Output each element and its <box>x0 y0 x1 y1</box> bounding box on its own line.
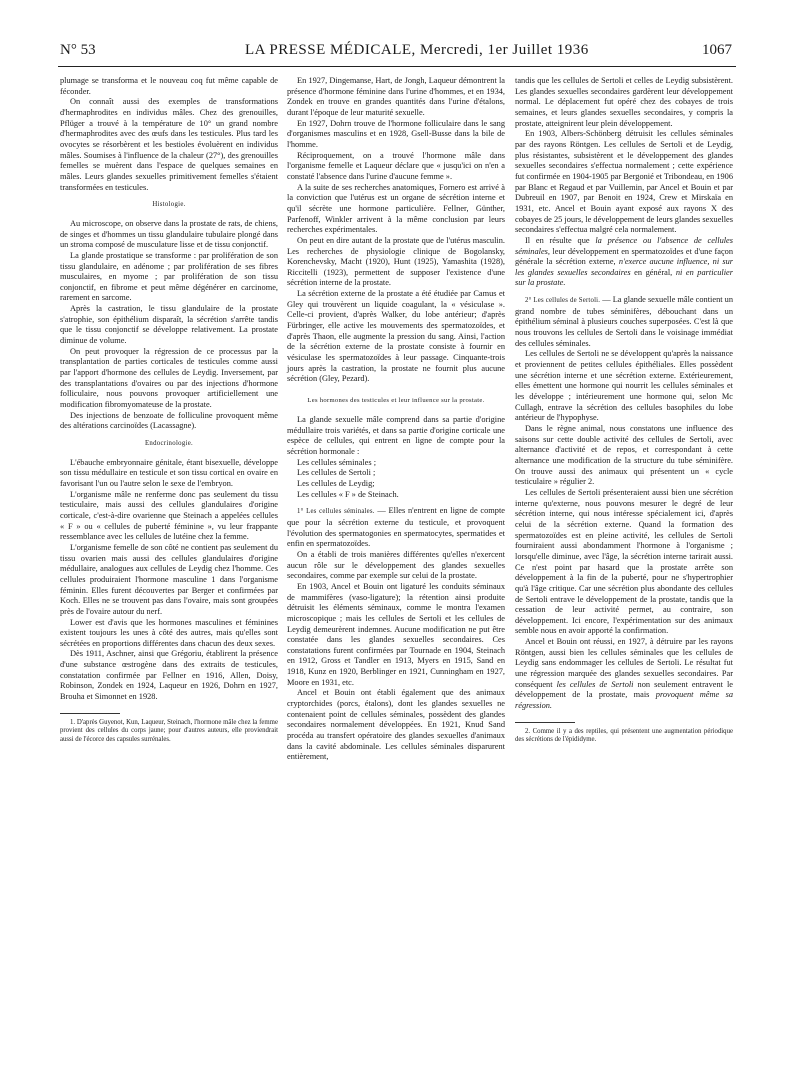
run-in-heading: 1° Les cellules séminales. <box>297 508 375 516</box>
issue-number: N° 53 <box>60 42 96 58</box>
paragraph: On peut en dire autant de la prostate que de l'utérus masculin. Les recherches de physiologie clinique de Bogolanskу, Korenchevsky, Macht (1920), Hunt (1925), Yamashita (1928), Riccitelli (1923), permettent de supposer l'existence d'une sécrétion interne de la prostate. <box>287 235 505 288</box>
list-item: Les cellules séminales ; <box>297 457 377 467</box>
text-run: Il en résulte que <box>525 235 596 245</box>
list-item: Les cellules de Leydig; <box>297 478 375 488</box>
paragraph: Réciproquement, on a trouvé l'hormone mâle dans l'organisme femelle et Laqueur déclare que « jusqu'ici on n'en a constaté l'absence dans l'urine d'aucune femme ». <box>287 150 505 181</box>
paragraph: L'organisme femelle de son côté ne contient pas seulement du tissu ovarien mais aussi des cellules glandulaires d'origine médullaire, analogues aux cellules de Leydig chez l'homme. Ces cellules produiraient l'hormone masculine 1 dans l'organisme féminin. Elles furent découvertes par Berger et confirmées par Koch. Elles ne se trouvent pas dans l'ovaire, mais sont groupées près de l'ovaire autour du nerf. <box>60 542 278 616</box>
page-header <box>60 42 732 64</box>
footnote: 1. D'après Guyenot, Kun, Laqueur, Steinach, l'hormone mâle chez la femme provient des cellules du corps jaune; pour d'autres auteurs, elle proviendrait aussi de l'écorce des capsules surrénales. <box>60 718 278 743</box>
paragraph: En 1903, Ancel et Bouin ont ligaturé les conduits séminaux de mammifères (vaso-ligature); la rétention ainsi produite détruisit les éléments séminaux, comme le montra l'examen microscopique ; mais les cellules de Sertoli et les cellules de Leydig demeurèrent indemnes. Aucune modification ne put être constatée dans les glandes sexuelles secondaires. Ces constatations furent confirmées par Tournade en 1904, Steinach en 1912, Gross et Tandler en 1913, Myers en 1915, Sand en 1918, Kunz en 1920, Berblinger en 1921, Cunningham en 1927, Moore en 1931, etc. <box>287 581 505 687</box>
paragraph: Au microscope, on observe dans la prostate de rats, de chiens, de singes et d'hommes un tissu glandulaire tubulaire plongé dans un stroma composé de musculature lisse et de tissu conjonctif. <box>60 218 278 250</box>
text-run: Ancel et Bouin ont réussi, en 1927, à détruire par les rayons Röntgen, aussi bien les cellules séminales que les cellules de Leydig sans endommager les cellules de Sertoli. Le résultat fut une régression marquée des glandes sexuelles secondaires. Par conséquent <box>515 637 733 689</box>
paragraph: La glande prostatique se transforme : par prolifération de son tissu glandulaire, en adénome ; par prolifération de ses fibres musculaires, en myome ; par prolifération de son tissu conjonctif, en fibrome et peut même dégénérer en carcinome, rarement en sarcome. <box>60 250 278 303</box>
text-run: non seulement entravent le développement de la prostate, mais <box>515 679 734 700</box>
column-1 <box>60 76 278 1076</box>
italic-run: les cellules de Sertoli <box>556 679 634 689</box>
paragraph: L'ébauche embryonnaire génitale, étant bisexuelle, développe son tissu médullaire en testicule et son tissu cortical en ovaire en favorisant l'un ou l'autre selon le sexe de l'embryon. <box>60 457 278 488</box>
paragraph <box>515 295 733 349</box>
column-3 <box>515 76 733 745</box>
paragraph <box>515 236 733 289</box>
paragraph-text: — Elles n'entrent en ligne de compte que pour la sécrétion externe du testicule, et provoquent l'évolution des spermatogonies en spermatocytes, spermatides et enfin en spermatozoïdes. <box>287 506 505 549</box>
paragraph: En 1927, Dingemanse, Hart, de Jongh, Laqueur démontrent la présence d'hormone féminine dans l'urine d'hommes, et en 1934, Zondek en trouve en grandes quantités dans l'urine d'étalons, durant l'époque de leur maturité sexuelle. <box>287 76 505 117</box>
paragraph: Lower est d'avis que les hormones masculines et féminines existent toujours les unes à côté des autres, mais qu'elles sont sécrétées en proportions différentes dans chacun des deux sexes. <box>60 617 278 648</box>
paragraph: Après la castration, le tissu glandulaire de la prostate s'atrophie, son épithélium disparaît, la sécrétion s'arrête tandis que le tissu conjonctif se développe relativement. La prostate diminue de volume. <box>60 304 278 346</box>
paragraph: Ancel et Bouin ont établi également que des animaux cryptorchides (porcs, étalons), dont les glandes sexuelles ne contenaient point de cellules séminales, possèdent des glandes secondaires normalement développées. En 1921, Knud Sand procéda au transfert opératoire des glandes sexuelles d'animaux dans la cavité abdominale. Les cellules séminales disparurent entièrement, <box>287 688 505 762</box>
paragraph: On connaît aussi des exemples de transformations d'hermaphrodites en individus mâles. Chez des grenouilles, Pflüger a trouvé à la température de 10° un grand nombre d'hermaphrodites avec des œufs dans les testicules. Plus tard les ovocytes se résorbèrent et les bestioles évoluèrent en individus mâles. Soumises à l'influence de la chaleur (27°), des grenouilles femelles se muèrent dans l'espace de quelques semaines en mâles. Leurs glandes sexuelles primitivement femelles s'étaient transformées en testicules. <box>60 97 278 192</box>
paragraph: La glande sexuelle mâle comprend dans sa partie d'origine médullaire trois variétés, et dans sa partie d'origine corticale une espèce de cellules, qui entrent en ligne de compte pour la sécrétion hormonale : <box>287 415 505 456</box>
list-item: Les cellules de Sertoli ; <box>297 468 376 478</box>
paragraph-text: — La glande sexuelle mâle contient un grand nombre de tubes séminifères, débouchant dans un épithélium séminal à plusieurs couches superposées. C'est là que nous trouvons les cellules de Sertoli dans le voisinage immédiat des cellules séminales. <box>515 295 734 348</box>
paragraph <box>515 637 733 712</box>
page-number: 1067 <box>702 42 732 58</box>
column-2 <box>287 76 505 763</box>
paragraph: En 1927, Dohrn trouve de l'hormone folliculaire dans le sang d'organismes masculins et en 1928, Gsell-Busse dans la bile de l'homme. <box>287 118 505 149</box>
italic-run: provoquent même sa régression. <box>515 690 733 711</box>
paragraph: Les cellules de Sertoli ne se développent qu'après la naissance et proviennent de petites cellules épithéliales. Elles possèdent une sécrétion interne et une sécrétion externe. Extérieurement, elles émettent une hormone qui nourrit les cellules séminales et les développe ; intérieurement une hormone qui, selon Mc Cullagh, entrave la sécrétion des cellules basophiles du lobe antérieur de l'hypophyse. <box>515 349 733 423</box>
list-item: Les cellules « F » de Steinach. <box>297 489 399 499</box>
paragraph: Des injections de benzoate de folliculine provoquent même des altérations carcinoïdes (Lacassagne). <box>60 410 278 431</box>
paragraph: plumage se transforma et le nouveau coq fut même capable de féconder. <box>60 76 278 96</box>
paragraph <box>287 506 505 550</box>
footnote: 2. Comme il y a des reptiles, qui présentent une augmentation périodique des sécrétions de l'épididyme. <box>515 727 733 744</box>
paragraph: Les cellules de Sertoli présenteraient aussi bien une sécrétion interne qu'externe, nous pouvons mesurer le degré de leur sécrétion interne, qui nous intéresse spécialement ici, d'après celui de la sécrétion externe. Quand la formation des spermatozoïdes est en pleine activité, les cellules de Sertoli fourniraient aussi abondamment l'hormone à l'organisme ; lorsqu'elle diminue, avec l'âge, la sécrétion interne tarirait aussi. Ce n'est point par hasard que la prostate arrête son développement à la fin de la puberté, pour ne s'hypertrophier qu'à l'âge critique. Car une sécrétion plus abondante des cellules de Sertoli entrave le développement de la prostate, tandis que la cessation de leur activité permet, au contraire, son développement. Ici encore, l'expérimentation sur des animaux semble nous en avoir apporté la confirmation. <box>515 487 733 636</box>
text-run: en général, <box>630 267 676 277</box>
paragraph: L'organisme mâle ne renferme donc pas seulement du tissu testiculaire, mais aussi des cellules glandulaires d'origine corticale, c'est-à-dire ovarienne que Steinach a appelées cellules « F » ou « cellules de puberté féminine », vu leur frappante ressemblance avec les cellules de lutéine chez la femme. <box>60 489 278 542</box>
italic-run: la présence ou l'absence de cellules séminales, <box>515 235 734 256</box>
section-heading-hormones: Les hormones des testicules et leur influence sur la prostate. <box>307 397 485 405</box>
paragraph: La sécrétion externe de la prostate a été étudiée par Camus et Gley qui trouvèrent un liquide coagulant, la « vésiculase ». Celle-ci provient, d'après Walker, du lobe antérieur; d'après Fürbringer, elle active les mouvements des spermatozoïdes, et d'après Thaon, elle augmente la pression du sang. Ainsi, l'action de la sécrétion externe de la prostate consiste à fournir en vésiculase les spermatozoïdes à leur passage. Cinquante-trois jours après la castration, la prostate ne fournit plus aucune sécrétion (Gley, Pezard). <box>287 289 505 384</box>
paragraph: On a établi de trois manières différentes qu'elles n'exercent aucun rôle sur le développement des glandes sexuelles secondaires, comme par exemple sur celui de la prostate. <box>287 549 505 581</box>
footnote-rule <box>60 713 120 714</box>
run-in-heading: 2° Les cellules de Sertoli. <box>525 297 601 305</box>
paragraph: Dans le règne animal, nous constatons une influence des saisons sur cette double activité des cellules de Sertoli, avec alternance d'activité et de repos, et correspondant à cette alternance une modification de la structure du tube séminifère. On trouve aussi des animaux qui présentent un « cycle testiculaire » régulier 2. <box>515 424 733 487</box>
section-heading-histologie: Histologie. <box>152 201 186 209</box>
paragraph: tandis que les cellules de Sertoli et celles de Leydig subsistèrent. Les glandes sexuelles secondaires gardèrent leur développement normal. Le déplacement fut opéré chez des cobayes de trois semaines, et leurs glandes sexuelles secondaires, y compris la prostate, atteignirent leur plein développement. <box>515 76 733 128</box>
paragraph: Dès 1911, Aschner, ainsi que Grégoriu, établirent la présence d'une substance œstrogène dans des extraits de testicules, constatation confirmée par Fellner en 1916, Allen, Doisy, Robinson, Zondek en 1924, Laqueur en 1926, Dohrn en 1927, Brouha et Simonnet en 1928. <box>60 649 278 702</box>
paragraph: A la suite de ses recherches anatomiques, Fornero est arrivé à la conviction que l'utérus est un organe de sécrétion interne et qu'il sécrète une hormone particulière. Fellner, Günther, Parfenoff, Winkler arrivent à la même conclusion par leurs recherches expérimentales. <box>287 182 505 235</box>
italic-run: n'exerce aucune influence, ni sur les glandes sexuelles secondaires <box>515 257 734 277</box>
text-run: leur développement en spermatozoïdes et d'une façon générale la sécrétion externe, <box>515 246 733 267</box>
section-heading-endocrinologie: Endocrinologie. <box>144 440 194 447</box>
paragraph: En 1903, Albers-Schönberg détruisit les cellules séminales par des rayons Röntgen. Les cellules de Sertoli et de Leydig, plus résistantes, subsistèrent et le développement des glandes sexuelles secondaires s'effectua normalement ; cette expérience fut confirmée en 1904-1905 par Bergonié et Tribondeau, en 1906 par Blanc et Regaud et par Vuillemin, par Ancel et Bouin et par Dubreuil en 1907, par Benoit en 1924, Crew et Mirskaïa en 1931, etc. Ancel et Bouin ayant exposé aux rayons X des cobayes de 25 jours, le développement de leurs glandes sexuelles secondaires s'effectua malgré cela normalement. <box>515 129 733 235</box>
italic-run: ni en particulier sur la prostate. <box>515 267 733 288</box>
paragraph: On peut provoquer la régression de ce processus par la transplantation de parties corticales de testicules comme aussi par l'apport d'hormone des cellules de Leydig. Inversement, par des transplantations d'ovaires ou par des injections d'hormone folliculaire, nous pouvons provoquer artificiellement une modification fibromyomateuse de la prostate. <box>60 346 278 410</box>
header-rule <box>58 66 736 67</box>
journal-title: LA PRESSE MÉDICALE, Mercredi, 1er Juillet 1936 <box>245 42 589 58</box>
footnote-rule <box>515 722 575 723</box>
